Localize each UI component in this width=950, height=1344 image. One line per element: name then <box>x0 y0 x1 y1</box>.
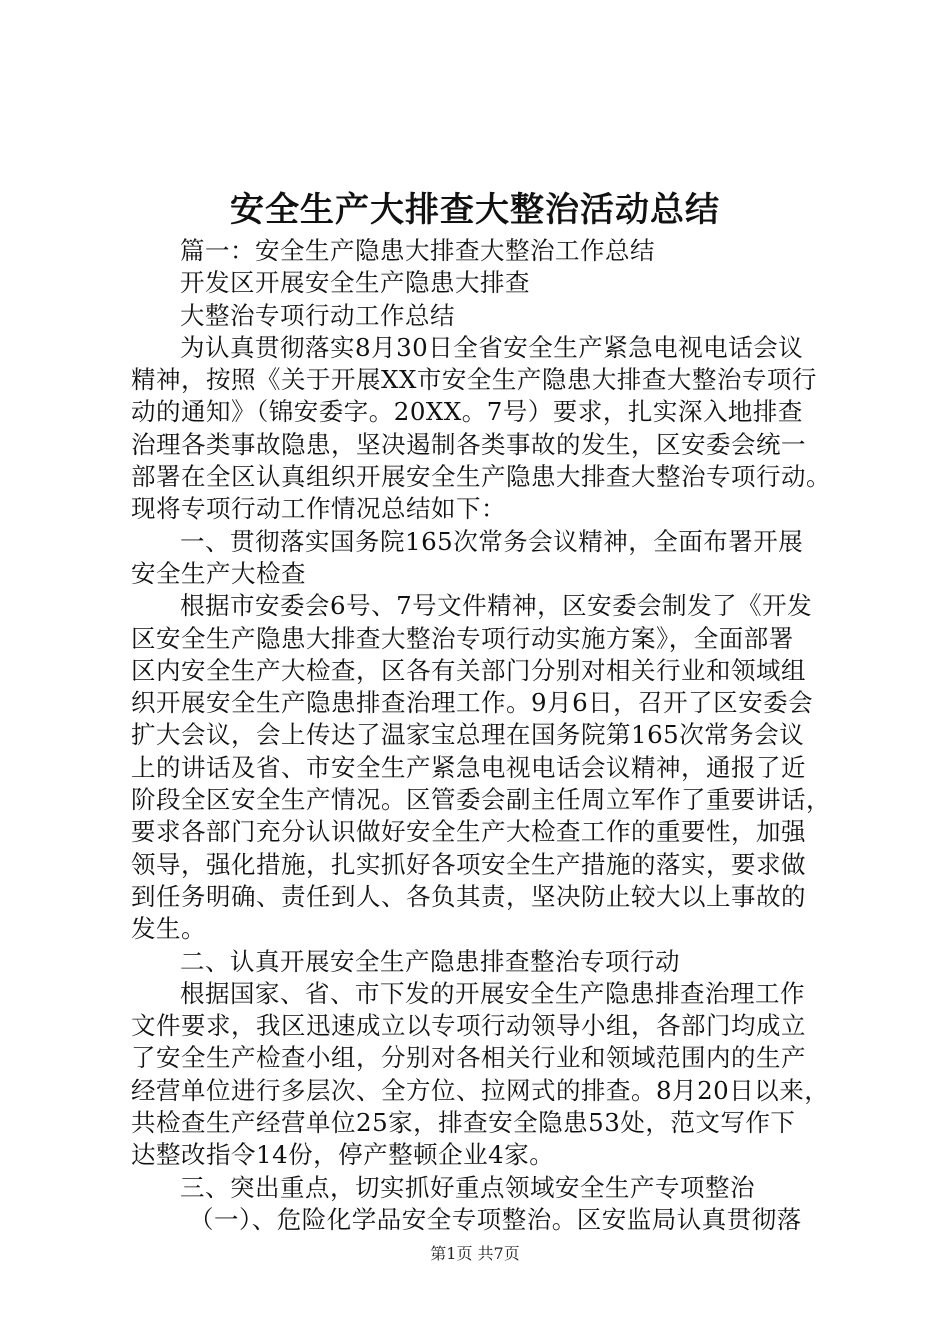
body-line: 了安全生产检查小组，分别对各相关行业和领域范围内的生产 <box>131 1043 806 1073</box>
body-line: 上的讲话及省、市安全生产紧急电视电话会议精神，通报了近 <box>131 752 806 782</box>
body-line: 二、认真开展安全生产隐患排查整治专项行动 <box>180 946 680 976</box>
body-line: 精神，按照《关于开展XX市安全生产隐患大排查大整治专项行 <box>131 365 817 395</box>
body-line: 部署在全区认真组织开展安全生产隐患大排查大整治专项行动。 <box>131 462 831 492</box>
body-line: 三、突出重点，切实抓好重点领域安全生产专项整治 <box>180 1172 755 1202</box>
body-line: 发生。 <box>131 914 206 944</box>
body-line: 区安全生产隐患大排查大整治专项行动实施方案》，全面部署 <box>131 623 794 653</box>
body-line: 共检查生产经营单位25家，排查安全隐患53处，范文写作下 <box>131 1108 796 1138</box>
body-line: 治理各类事故隐患，坚决遏制各类事故的发生，区安委会统一 <box>131 429 806 459</box>
body-line: 为认真贯彻落实8月30日全省安全生产紧急电视电话会议 <box>180 332 804 362</box>
body-line: 动的通知》（锦安委字。20XX。7号）要求，扎实深入地排查 <box>131 397 803 427</box>
body-line: 达整改指令14份，停产整顿企业4家。 <box>131 1140 555 1170</box>
document-body <box>131 235 831 1236</box>
body-line: 开发区开展安全生产隐患大排查 <box>180 268 530 298</box>
body-line: 现将专项行动工作情况总结如下： <box>131 494 506 524</box>
body-line: 经营单位进行多层次、全方位、拉网式的排查。8月20日以来， <box>131 1075 830 1105</box>
body-line: 到任务明确、责任到人、各负其责，坚决防止较大以上事故的 <box>131 881 806 911</box>
body-line: 要求各部门充分认识做好安全生产大检查工作的重要性，加强 <box>131 817 806 847</box>
body-line: 一、贯彻落实国务院165次常务会议精神，全面布署开展 <box>180 526 804 556</box>
body-line: 扩大会议，会上传达了温家宝总理在国务院第165次常务会议 <box>131 720 805 750</box>
body-line: 文件要求，我区迅速成立以专项行动领导小组，各部门均成立 <box>131 1011 806 1041</box>
body-line: 领导，强化措施，扎实抓好各项安全生产措施的落实，要求做 <box>131 849 806 879</box>
body-line: 织开展安全生产隐患排查治理工作。9月6日，召开了区安委会 <box>131 688 814 718</box>
body-line: 阶段全区安全生产情况。区管委会副主任周立军作了重要讲话， <box>131 785 831 815</box>
body-line: 区内安全生产大检查，区各有关部门分别对相关行业和领域组 <box>131 655 806 685</box>
page-footer: 第1页 共7页 <box>430 1244 520 1263</box>
body-line: 根据市安委会6号、7号文件精神，区安委会制发了《开发 <box>180 591 813 621</box>
body-line: 根据国家、省、市下发的开展安全生产隐患排查治理工作 <box>180 978 805 1008</box>
body-line: 大整治专项行动工作总结 <box>180 300 455 330</box>
body-line: 篇一：安全生产隐患大排查大整治工作总结 <box>180 236 655 265</box>
document-title: 安全生产大排查大整治活动总结 <box>230 190 720 230</box>
body-line: 安全生产大检查 <box>131 558 306 588</box>
body-line: （一）、危险化学品安全专项整治。区安监局认真贯彻落 <box>189 1204 802 1234</box>
